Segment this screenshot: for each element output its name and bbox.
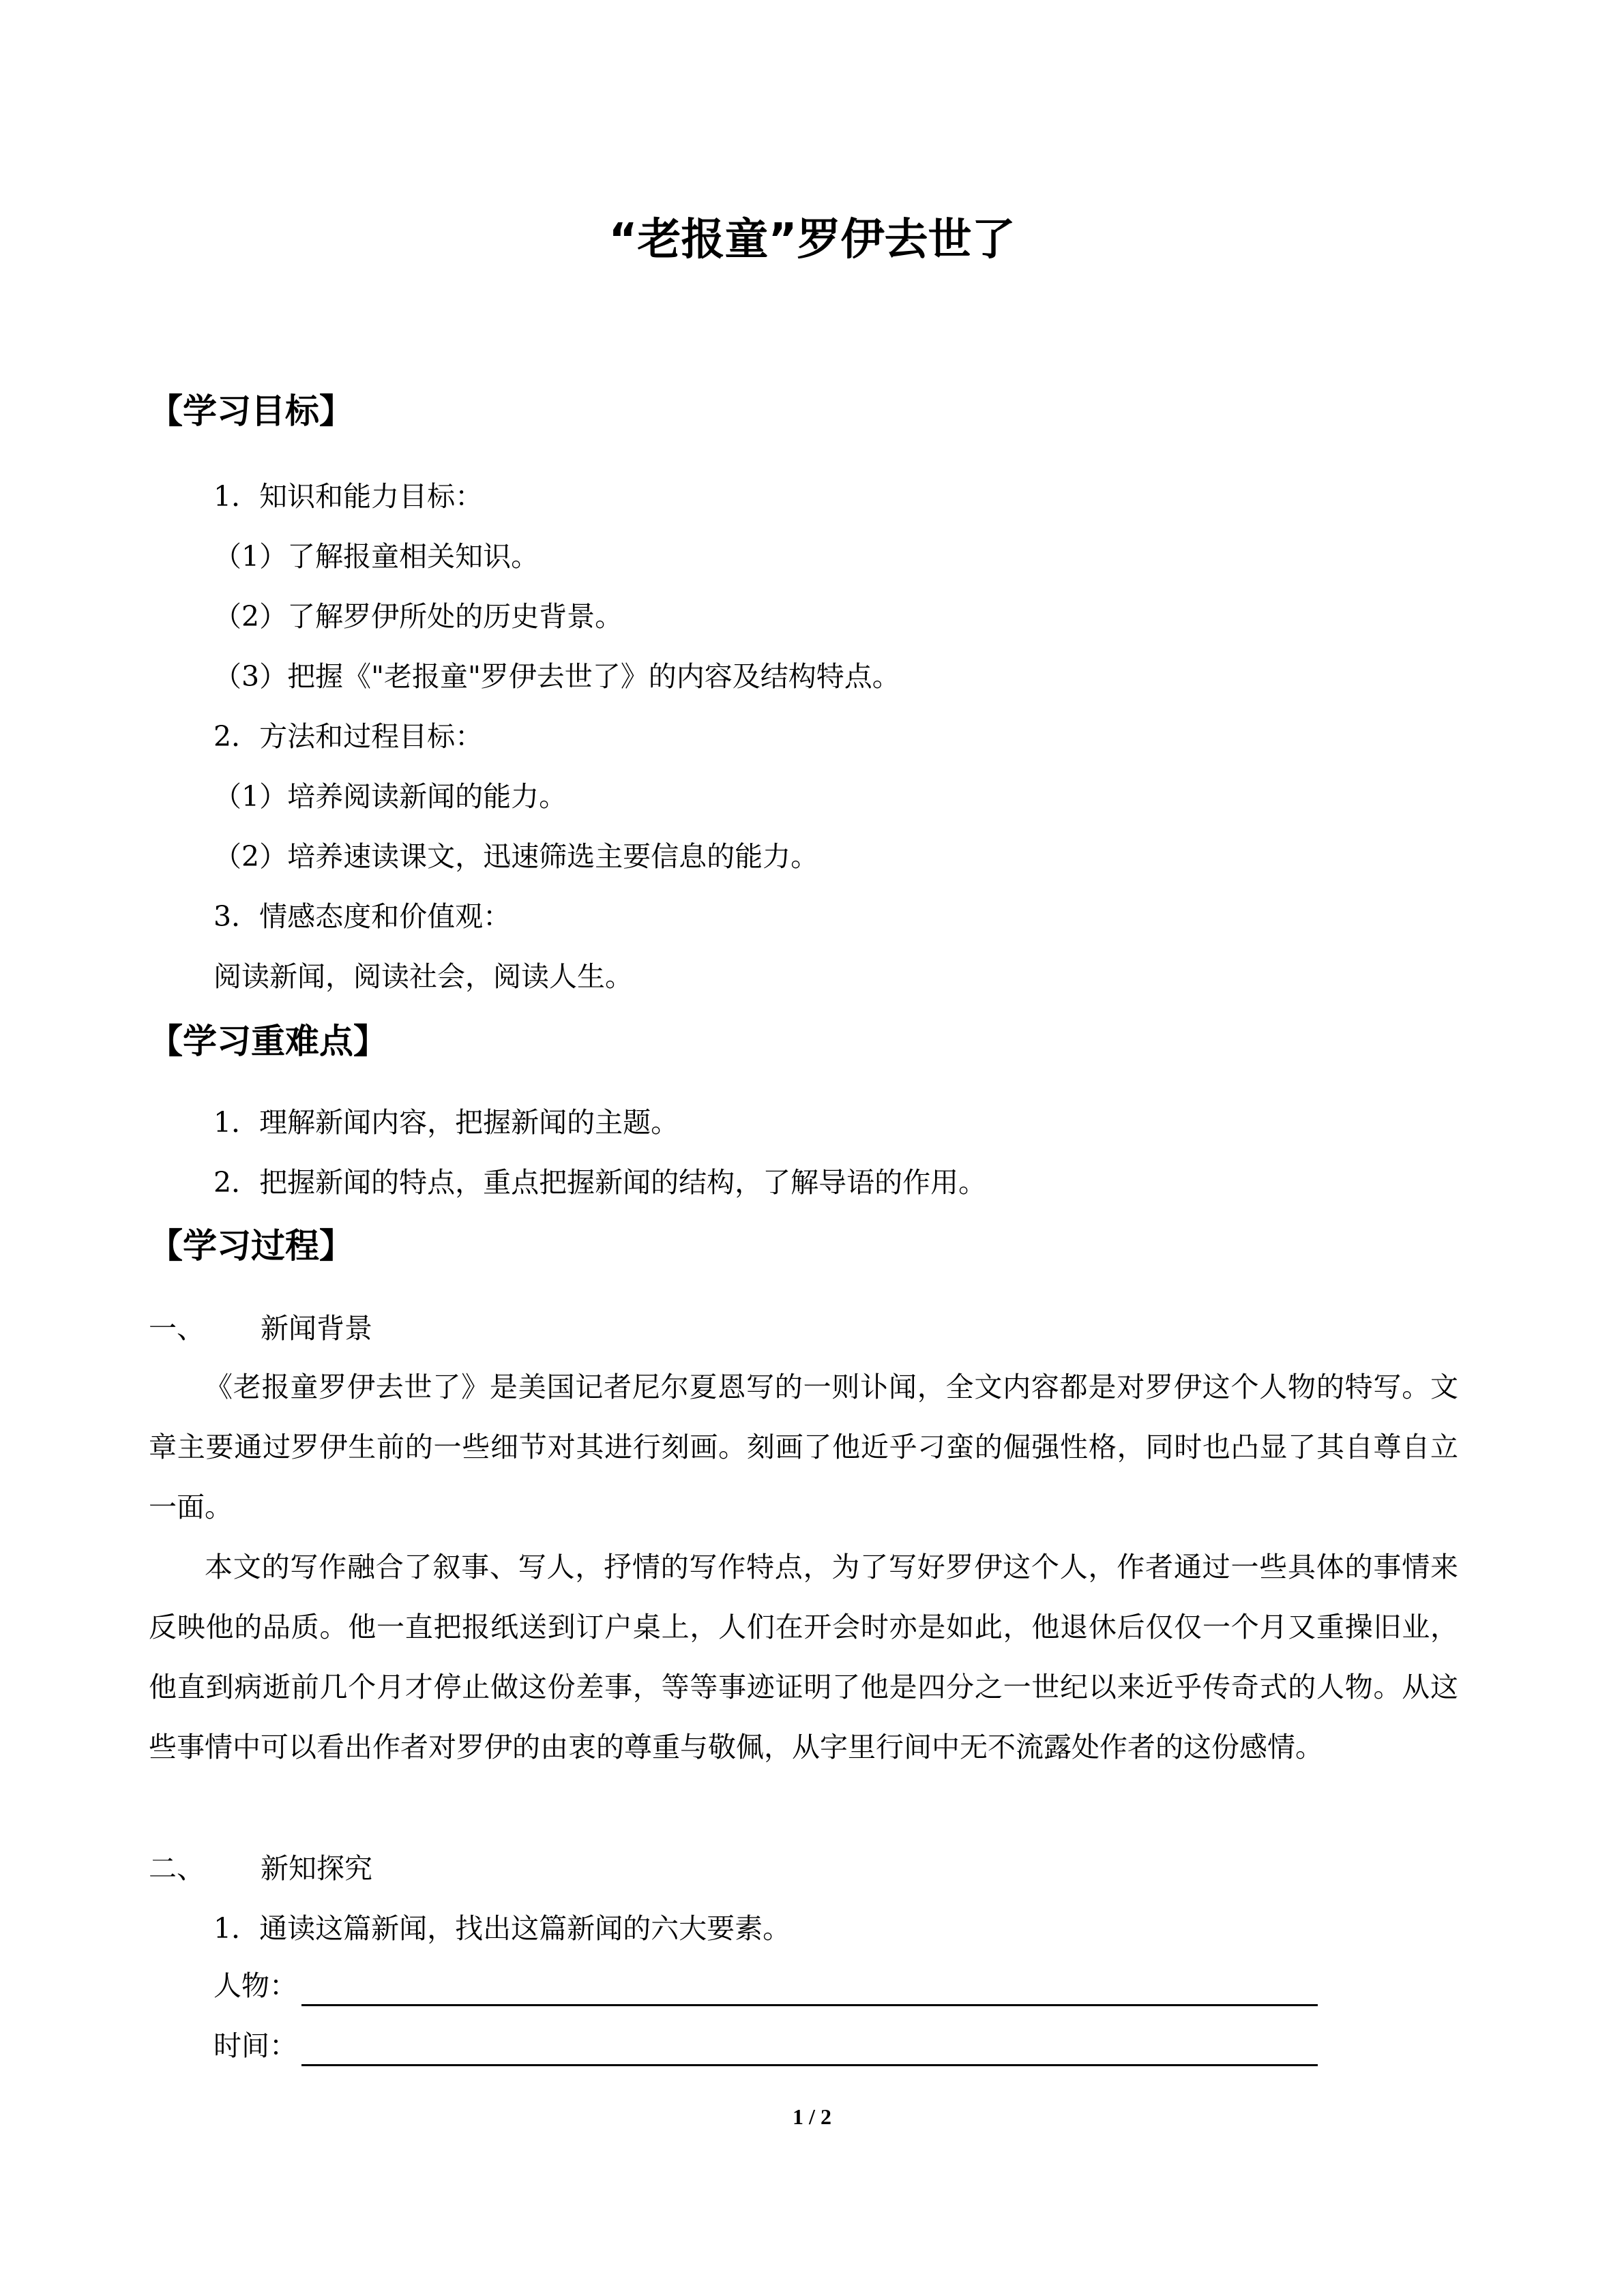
objective-line: 1．知识和能力目标：	[213, 480, 484, 513]
part-title: 新知探究	[261, 1852, 372, 1885]
question-line: 1．通读这篇新闻，找出这篇新闻的六大要素。	[213, 1912, 791, 1945]
objective-line: 2．方法和过程目标：	[213, 720, 484, 753]
paragraph: 《老报童罗伊去世了》是美国记者尼尔夏恩写的一则讣闻，全文内容都是对罗伊这个人物的特写。文章主要通过罗伊生前的一些细节对其进行刻画。刻画了他近乎刁蛮的倔强性格，同时也凸显了其自尊自立一面。	[149, 1371, 1458, 1523]
answer-label: 人物：	[213, 1969, 297, 2002]
objective-line: （2）了解罗伊所处的历史背景。	[213, 600, 623, 633]
answer-blank[interactable]	[301, 2034, 1318, 2066]
key-points-heading: 【学习重难点】	[149, 1022, 387, 1061]
answer-label: 时间：	[213, 2029, 297, 2062]
answer-row-person	[213, 1965, 1318, 2006]
page-number: 1 / 2	[793, 2104, 831, 2129]
objective-line: （1）了解报童相关知识。	[213, 540, 540, 573]
key-point-line: 1．理解新闻内容，把握新闻的主题。	[213, 1106, 679, 1139]
answer-row-time	[213, 2025, 1318, 2066]
objective-line: 3．情感态度和价值观：	[213, 900, 512, 933]
process-heading: 【学习过程】	[149, 1226, 353, 1266]
objective-line: （2）培养速读课文，迅速筛选主要信息的能力。	[213, 840, 819, 873]
part-number: 二、	[149, 1852, 205, 1885]
objective-line: （1）培养阅读新闻的能力。	[213, 780, 567, 813]
part-number: 一、	[149, 1312, 205, 1345]
objectives-heading: 【学习目标】	[149, 391, 353, 431]
key-point-line: 2．把握新闻的特点，重点把握新闻的结构，了解导语的作用。	[213, 1166, 987, 1199]
objective-line: （3）把握《"老报童"罗伊去世了》的内容及结构特点。	[213, 660, 900, 693]
part-title: 新闻背景	[261, 1312, 372, 1345]
paragraph: 本文的写作融合了叙事、写人，抒情的写作特点，为了写好罗伊这个人，作者通过一些具体的事情来反映他的品质。他一直把报纸送到订户桌上，人们在开会时亦是如此，他退休后仅仅一个月又重操旧业，他直到病逝前几个月才停止做这份差事，等等事迹证明了他是四分之一世纪以来近乎传奇式的人物。从这些事情中可以看出作者对罗伊的由衷的尊重与敬佩，从字里行间中无不流露处作者的这份感情。	[149, 1551, 1458, 1763]
document-title: “老报童”罗伊去世了	[608, 215, 1016, 265]
objective-line: 阅读新闻，阅读社会，阅读人生。	[213, 960, 633, 993]
background-text	[149, 1357, 1458, 1777]
answer-blank[interactable]	[301, 1974, 1318, 2006]
